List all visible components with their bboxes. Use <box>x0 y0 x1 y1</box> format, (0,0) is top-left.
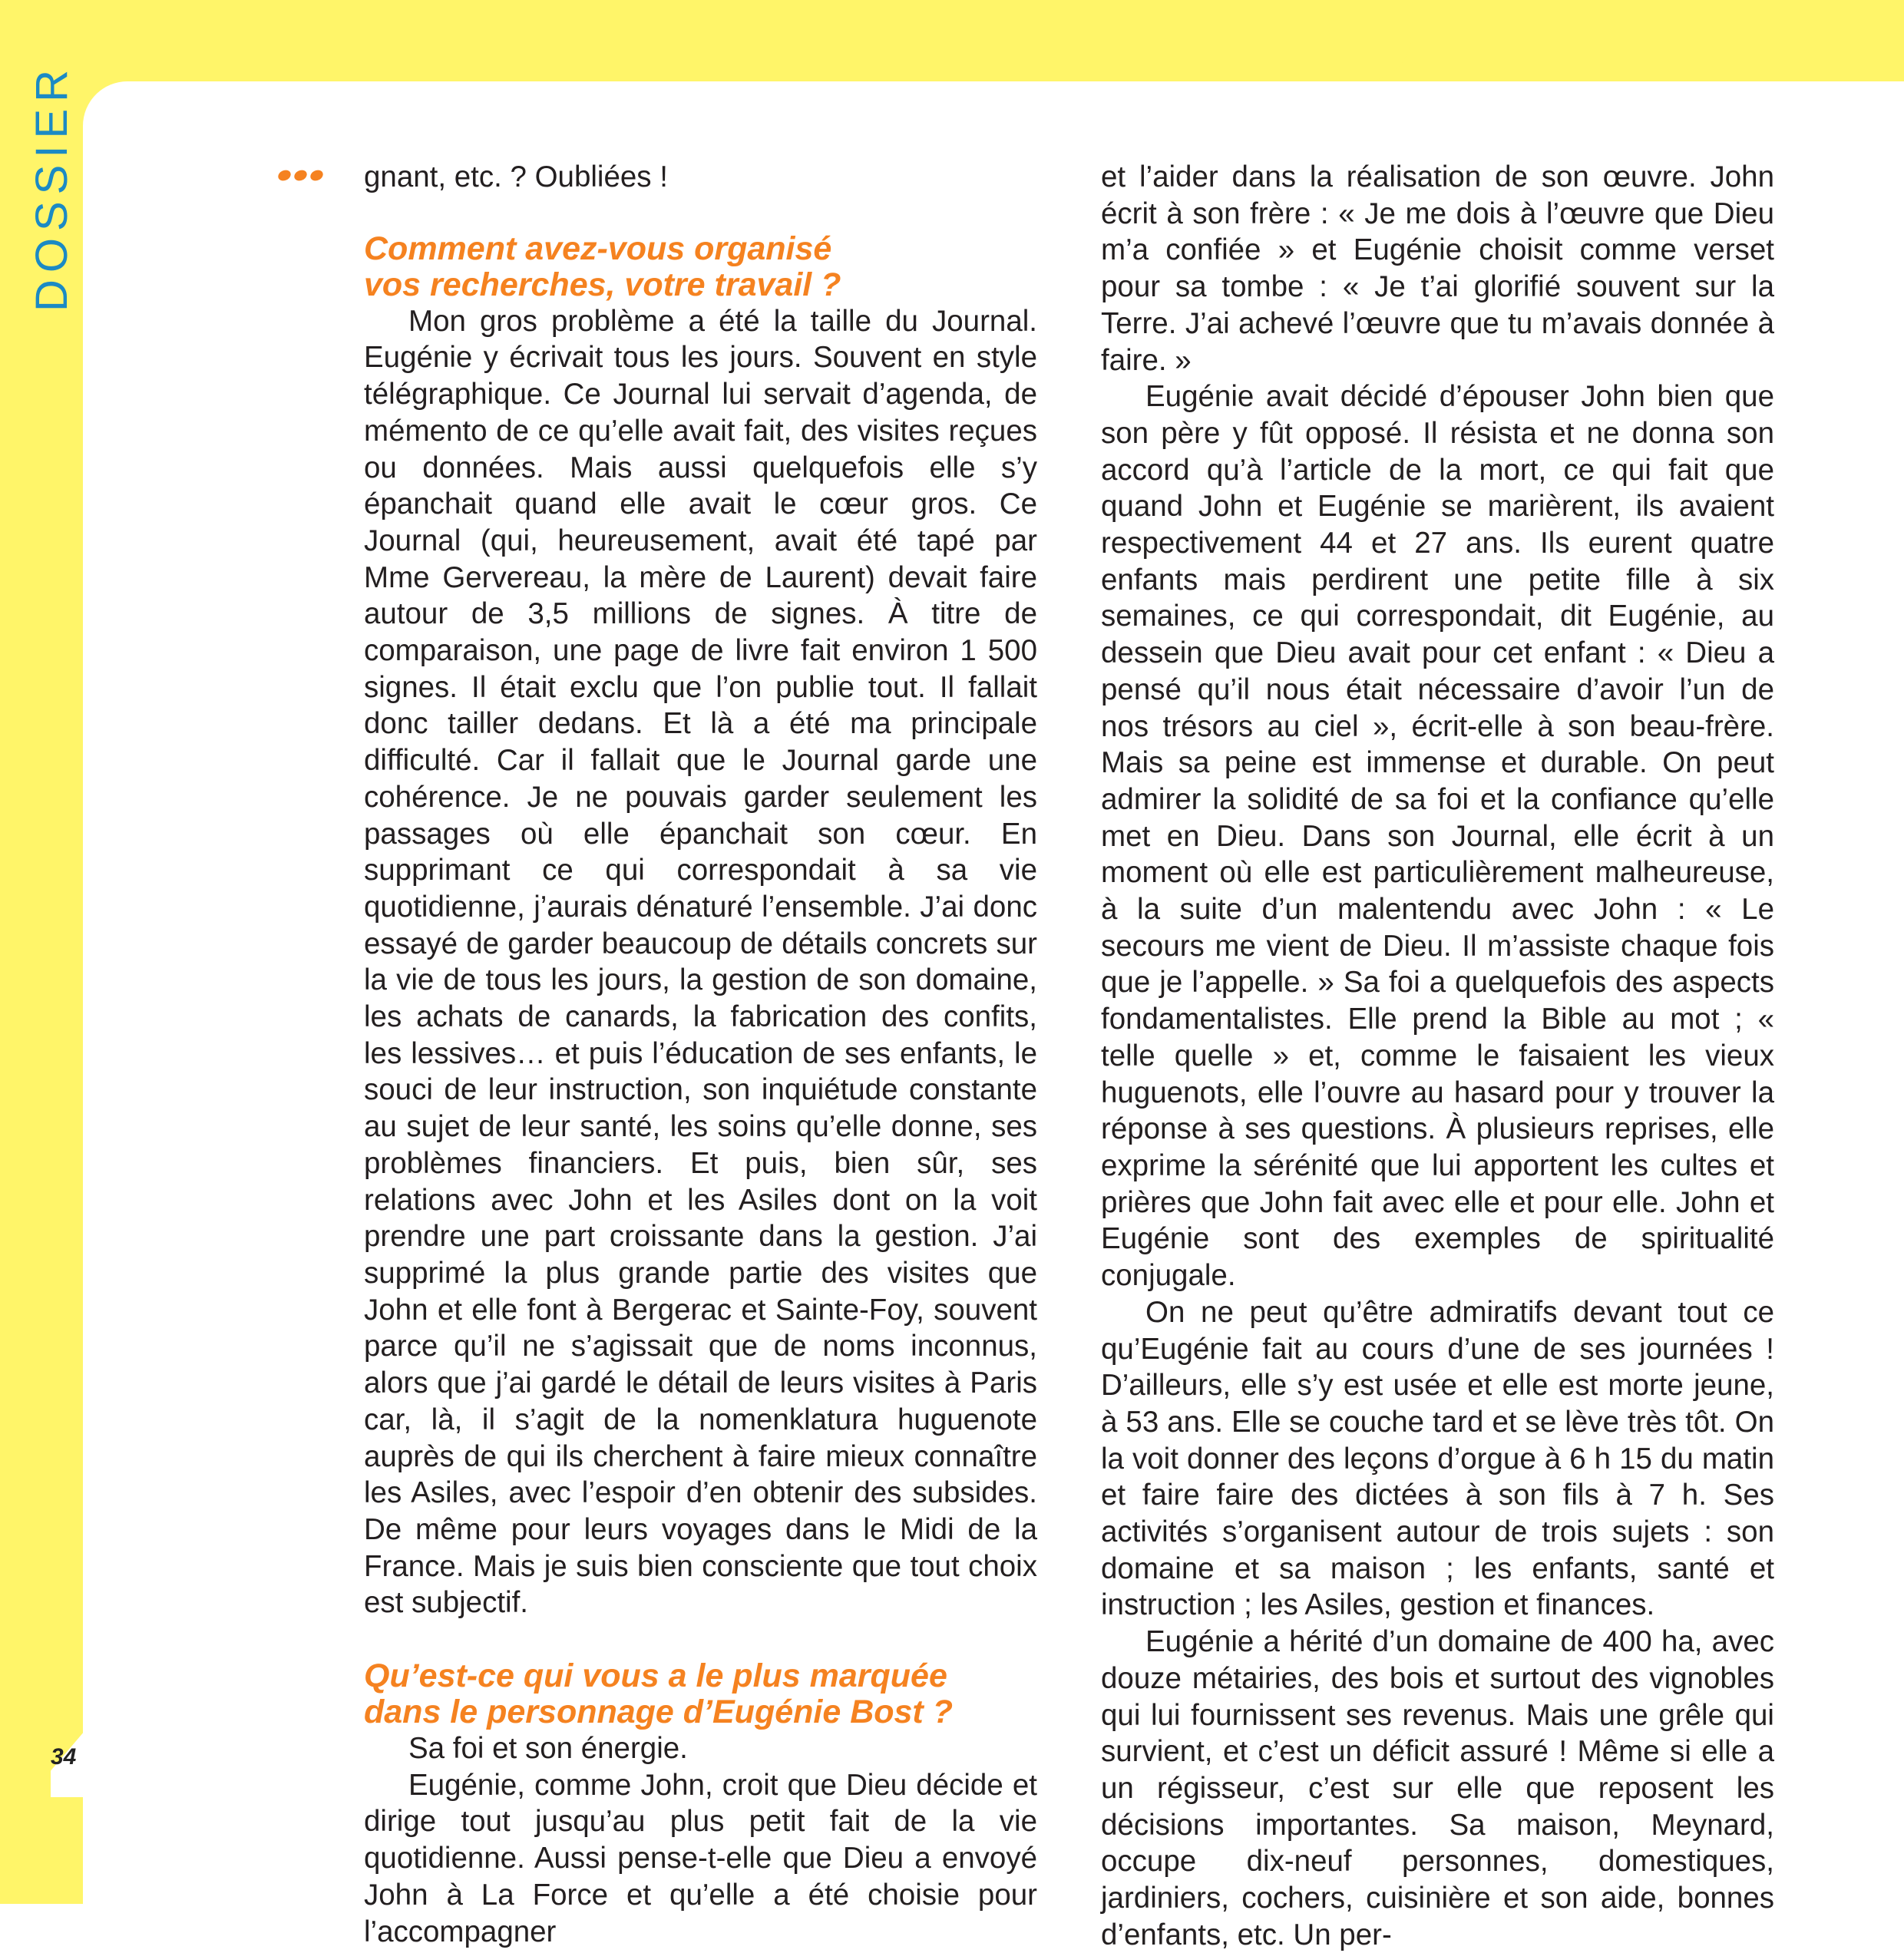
intro-text: gnant, etc. ? Oubliées ! <box>364 160 668 193</box>
body-paragraph: et l’aider dans la réalisation de son œuvre. John écrit à son frère : « Je me dois à l’œuvre que Dieu m’a confiée » et Eugénie choisit comme verset pour sa tombe : « Je t’ai glorifié souvent sur la Terre. J’ai achevé l’œuvre que tu m’avais donnée à faire. » <box>1101 160 1774 377</box>
question-heading-1 <box>364 231 1037 303</box>
continuation-dots-icon <box>278 170 326 184</box>
body-paragraph: On ne peut qu’être admiratifs devant tout ce qu’Eugénie fait au cours d’une de ses journées ! D’ailleurs, elle s’y est usée et elle est morte jeune, à 53 ans. Elle se couche tard et se lève très tôt. On la voit donner des leçons d’orgue à 6 h 15 du matin et faire faire des dictées à son fils à 7 h. Ses activités s’organisent autour de trois sujets : son domaine et sa maison ; les enfants, santé et instruction ; les Asiles, gestion et finances. <box>1101 1295 1774 1622</box>
heading-line: Qu’est-ce qui vous a le plus marquée <box>364 1657 947 1695</box>
heading-line: Comment avez-vous organisé <box>364 230 832 267</box>
body-paragraph: Eugénie avait décidé d’épouser John bien que son père y fût opposé. Il résista et ne donna son accord qu’à l’article de la mort, ce qui fait que quand John et Eugénie se marièrent, ils avaient respectivement 44 et 27 ans. Ils eurent quatre enfants mais perdirent une petite fille à six semaines, ce qui correspondait, dit Eugénie, au dessein que Dieu avait pour cet enfant : « Dieu a pensé qu’il nous était nécessaire d’avoir l’un de nos trésors au ciel », écrit-elle à son beau-frère. Mais sa peine est immense et durable. On peut admirer la solidité de sa foi et la confiance qu’elle met en Dieu. Dans son Journal, elle écrit à un moment où elle est particulièrement malheureuse, à la suite d’un malentendu avec John : « Le secours me vient de Dieu. Il m’assiste chaque fois que je l’appelle. » Sa foi a quelquefois des aspects fondamentalistes. Elle prend la Bible au mot ; « telle quelle » et, comme le faisaient les vieux huguenots, elle l’ouvre au hasard pour y trouver la réponse à ses questions. À plusieurs reprises, elle exprime la sérénité que lui apportent les cultes et prières que John fait avec elle et pour elle. John et Eugénie sont des exemples de spiritualité conjugale. <box>1101 380 1774 1293</box>
page-number: 34 <box>51 1744 77 1770</box>
body-paragraph: Eugénie a hérité d’un domaine de 400 ha, avec douze métairies, des bois et surtout des vignobles qui lui fournissent ses revenus. Mais une grêle qui survient, et c’est un déficit assuré ! Même si elle a un régisseur, c’est sur elle que reposent les décisions importantes. Sa maison, Meynard, occupe dix-neuf personnes, domestiques, jardiniers, cochers, cuisinière et son aide, bonnes d’enfants, etc. Un per- <box>1101 1625 1774 1951</box>
heading-line: vos recherches, votre travail ? <box>364 266 841 303</box>
question-heading-2 <box>364 1658 1037 1730</box>
section-label <box>27 62 77 312</box>
answer-paragraph: Mon gros problème a été la taille du Journal. Eugénie y écrivait tous les jours. Souvent en style télégraphique. Ce Journal lui servait d’agenda, de mémento de ce qu’elle avait fait, des visites reçues ou données. Mais aussi quelquefois elle s’y épanchait quand elle avait le cœur gros. Ce Journal (qui, heureusement, avait été tapé par Mme Gervereau, la mère de Laurent) devait faire autour de 3,5 millions de signes. À titre de comparaison, une page de livre fait environ 1 500 signes. Il était exclu que l’on publie tout. Il fallait donc tailler dedans. Et là a été ma principale difficulté. Car il fallait que le Journal garde une cohérence. Je ne pouvais garder seulement les passages où elle épanchait son cœur. En supprimant ce qui correspondait à sa vie quotidienne, j’aurais dénaturé l’ensemble. J’ai donc essayé de garder beaucoup de détails concrets sur la vie de tous les jours, la gestion de son domaine, les achats de canards, la fabrication des confits, les lessives… et puis l’éducation de ses enfants, le souci de leur instruction, son inquiétude constante au sujet de leur santé, les soins qu’elle donne, ses problèmes financiers. Et puis, bien sûr, ses relations avec John et les Asiles dont on la voit prendre une part croissante dans la gestion. J’ai supprimé la plus grande partie des visites que John et elle font à Bergerac et Sainte-Foy, souvent parce qu’il ne s’agissait que de noms inconnus, alors que j’ai gardé le détail de leurs visites à Paris car, là, il s’agit de la nomenklatura huguenote auprès de qui ils cherchent à faire mieux connaître les Asiles, avec l’espoir d’en obtenir des subsides. De même pour leurs voyages dans le Midi de la France. Mais je suis bien consciente que tout choix est subjectif. <box>364 304 1037 1620</box>
answer-paragraph: Eugénie, comme John, croit que Dieu décide et dirige tout jusqu’au plus petit fait de la vie quotidienne. Aussi pense-t-elle que Dieu a envoyé John à La Force et qu’elle a été choisie pour l’accompagner <box>364 1768 1037 1948</box>
answer-paragraph: Sa foi et son énergie. <box>408 1732 688 1766</box>
heading-line: dans le personnage d’Eugénie Bost ? <box>364 1694 953 1731</box>
right-column <box>1101 159 1774 1953</box>
left-column <box>364 159 1037 1950</box>
dossier-label: DOSSIER <box>27 62 77 312</box>
top-yellow-tab <box>83 0 1411 81</box>
